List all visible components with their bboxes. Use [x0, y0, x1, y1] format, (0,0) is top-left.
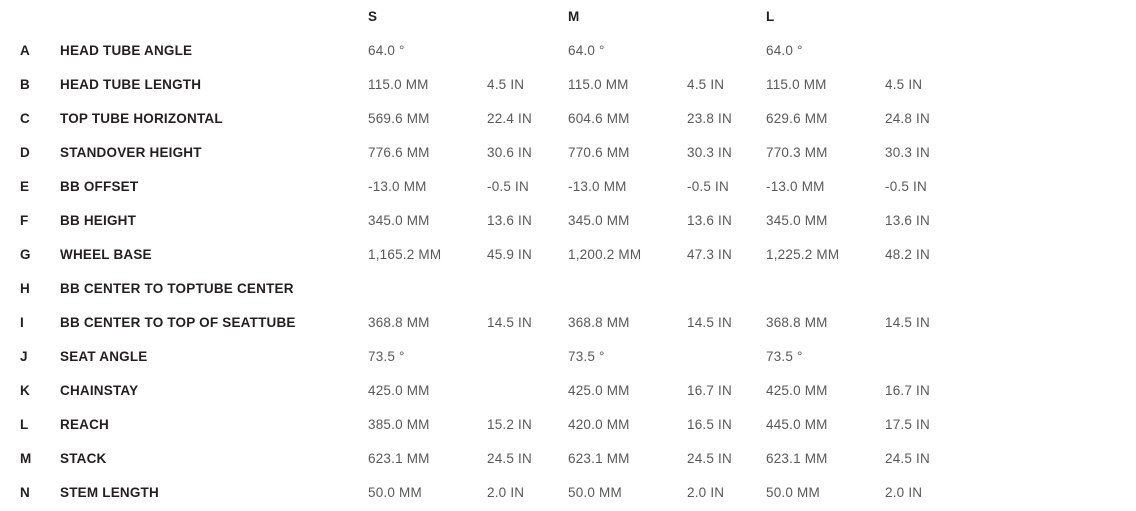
value-cell: 115.0 MM: [368, 78, 429, 92]
row-letter: J: [20, 350, 28, 364]
value-cell: 420.0 MM: [568, 418, 630, 432]
row-letter: N: [20, 486, 30, 500]
value-cell: 16.7 IN: [687, 384, 732, 398]
value-cell: 50.0 MM: [766, 486, 820, 500]
value-cell: 13.6 IN: [487, 214, 532, 228]
value-cell: 24.5 IN: [687, 452, 732, 466]
value-cell: 115.0 MM: [766, 78, 827, 92]
row-label: HEAD TUBE ANGLE: [60, 44, 193, 58]
value-cell: -0.5 IN: [487, 180, 529, 194]
row-label: HEAD TUBE LENGTH: [60, 78, 202, 92]
geometry-table-header: [0, 0, 1136, 34]
row-label: CHAINSTAY: [60, 384, 139, 398]
value-cell: 368.8 MM: [368, 316, 430, 330]
value-cell: 13.6 IN: [885, 214, 930, 228]
table-row: [0, 306, 1136, 340]
row-letter: H: [20, 282, 30, 296]
row-label: STACK: [60, 452, 107, 466]
row-letter: G: [20, 248, 31, 262]
value-cell: 115.0 MM: [568, 78, 629, 92]
value-cell: 4.5 IN: [885, 78, 923, 92]
value-cell: 425.0 MM: [568, 384, 630, 398]
value-cell: 629.6 MM: [766, 112, 828, 126]
value-cell: 368.8 MM: [568, 316, 630, 330]
row-label: STEM LENGTH: [60, 486, 159, 500]
size-header-m: M: [568, 10, 580, 24]
table-row: [0, 170, 1136, 204]
value-cell: 569.6 MM: [368, 112, 430, 126]
value-cell: 4.5 IN: [687, 78, 725, 92]
row-letter: I: [20, 316, 24, 330]
row-letter: F: [20, 214, 29, 228]
value-cell: 14.5 IN: [487, 316, 532, 330]
value-cell: 623.1 MM: [368, 452, 430, 466]
value-cell: 14.5 IN: [687, 316, 732, 330]
value-cell: 64.0 °: [766, 44, 803, 58]
row-label: SEAT ANGLE: [60, 350, 148, 364]
value-cell: 13.6 IN: [687, 214, 732, 228]
value-cell: 1,200.2 MM: [568, 248, 642, 262]
value-cell: 385.0 MM: [368, 418, 430, 432]
value-cell: 64.0 °: [368, 44, 405, 58]
value-cell: -13.0 MM: [368, 180, 427, 194]
value-cell: 64.0 °: [568, 44, 605, 58]
size-header-l: L: [766, 10, 775, 24]
row-label: STANDOVER HEIGHT: [60, 146, 202, 160]
value-cell: 16.7 IN: [885, 384, 930, 398]
value-cell: 623.1 MM: [766, 452, 828, 466]
value-cell: 24.8 IN: [885, 112, 930, 126]
value-cell: 776.6 MM: [368, 146, 430, 160]
value-cell: 45.9 IN: [487, 248, 532, 262]
value-cell: -0.5 IN: [885, 180, 927, 194]
value-cell: 4.5 IN: [487, 78, 525, 92]
row-label: BB HEIGHT: [60, 214, 137, 228]
table-row: [0, 34, 1136, 68]
value-cell: 73.5 °: [568, 350, 605, 364]
table-row: [0, 272, 1136, 306]
table-row: [0, 476, 1136, 510]
value-cell: 30.3 IN: [687, 146, 732, 160]
value-cell: 50.0 MM: [368, 486, 422, 500]
value-cell: 47.3 IN: [687, 248, 732, 262]
table-row: [0, 102, 1136, 136]
value-cell: 16.5 IN: [687, 418, 732, 432]
value-cell: 24.5 IN: [487, 452, 532, 466]
row-letter: B: [20, 78, 30, 92]
value-cell: 48.2 IN: [885, 248, 930, 262]
value-cell: 2.0 IN: [687, 486, 725, 500]
value-cell: 368.8 MM: [766, 316, 828, 330]
table-row: [0, 340, 1136, 374]
value-cell: 30.3 IN: [885, 146, 930, 160]
value-cell: 2.0 IN: [487, 486, 525, 500]
row-letter: A: [20, 44, 30, 58]
value-cell: 445.0 MM: [766, 418, 828, 432]
value-cell: 425.0 MM: [368, 384, 430, 398]
geometry-table-body: [0, 34, 1136, 510]
value-cell: 73.5 °: [368, 350, 405, 364]
value-cell: 623.1 MM: [568, 452, 630, 466]
value-cell: 770.6 MM: [568, 146, 630, 160]
value-cell: 2.0 IN: [885, 486, 923, 500]
row-label: WHEEL BASE: [60, 248, 152, 262]
row-label: BB OFFSET: [60, 180, 139, 194]
size-header-s: S: [368, 10, 378, 24]
value-cell: 14.5 IN: [885, 316, 930, 330]
value-cell: 22.4 IN: [487, 112, 532, 126]
value-cell: -13.0 MM: [766, 180, 825, 194]
value-cell: 73.5 °: [766, 350, 803, 364]
value-cell: 345.0 MM: [368, 214, 430, 228]
row-letter: K: [20, 384, 30, 398]
value-cell: 345.0 MM: [766, 214, 828, 228]
table-row: [0, 374, 1136, 408]
value-cell: 17.5 IN: [885, 418, 930, 432]
value-cell: 1,165.2 MM: [368, 248, 442, 262]
row-label: TOP TUBE HORIZONTAL: [60, 112, 223, 126]
row-letter: D: [20, 146, 30, 160]
row-letter: E: [20, 180, 30, 194]
row-letter: C: [20, 112, 30, 126]
value-cell: -13.0 MM: [568, 180, 627, 194]
row-label: BB CENTER TO TOP OF SEATTUBE: [60, 316, 296, 330]
value-cell: 425.0 MM: [766, 384, 828, 398]
row-letter: M: [20, 452, 32, 466]
value-cell: 604.6 MM: [568, 112, 630, 126]
value-cell: 15.2 IN: [487, 418, 532, 432]
value-cell: 50.0 MM: [568, 486, 622, 500]
table-row: [0, 238, 1136, 272]
table-row: [0, 204, 1136, 238]
row-label: BB CENTER TO TOPTUBE CENTER: [60, 282, 294, 296]
row-label: REACH: [60, 418, 110, 432]
table-row: [0, 68, 1136, 102]
table-row: [0, 442, 1136, 476]
value-cell: -0.5 IN: [687, 180, 729, 194]
value-cell: 345.0 MM: [568, 214, 630, 228]
value-cell: 1,225.2 MM: [766, 248, 840, 262]
value-cell: 30.6 IN: [487, 146, 532, 160]
table-row: [0, 408, 1136, 442]
value-cell: 770.3 MM: [766, 146, 828, 160]
value-cell: 23.8 IN: [687, 112, 732, 126]
value-cell: 24.5 IN: [885, 452, 930, 466]
table-row: [0, 136, 1136, 170]
row-letter: L: [20, 418, 29, 432]
